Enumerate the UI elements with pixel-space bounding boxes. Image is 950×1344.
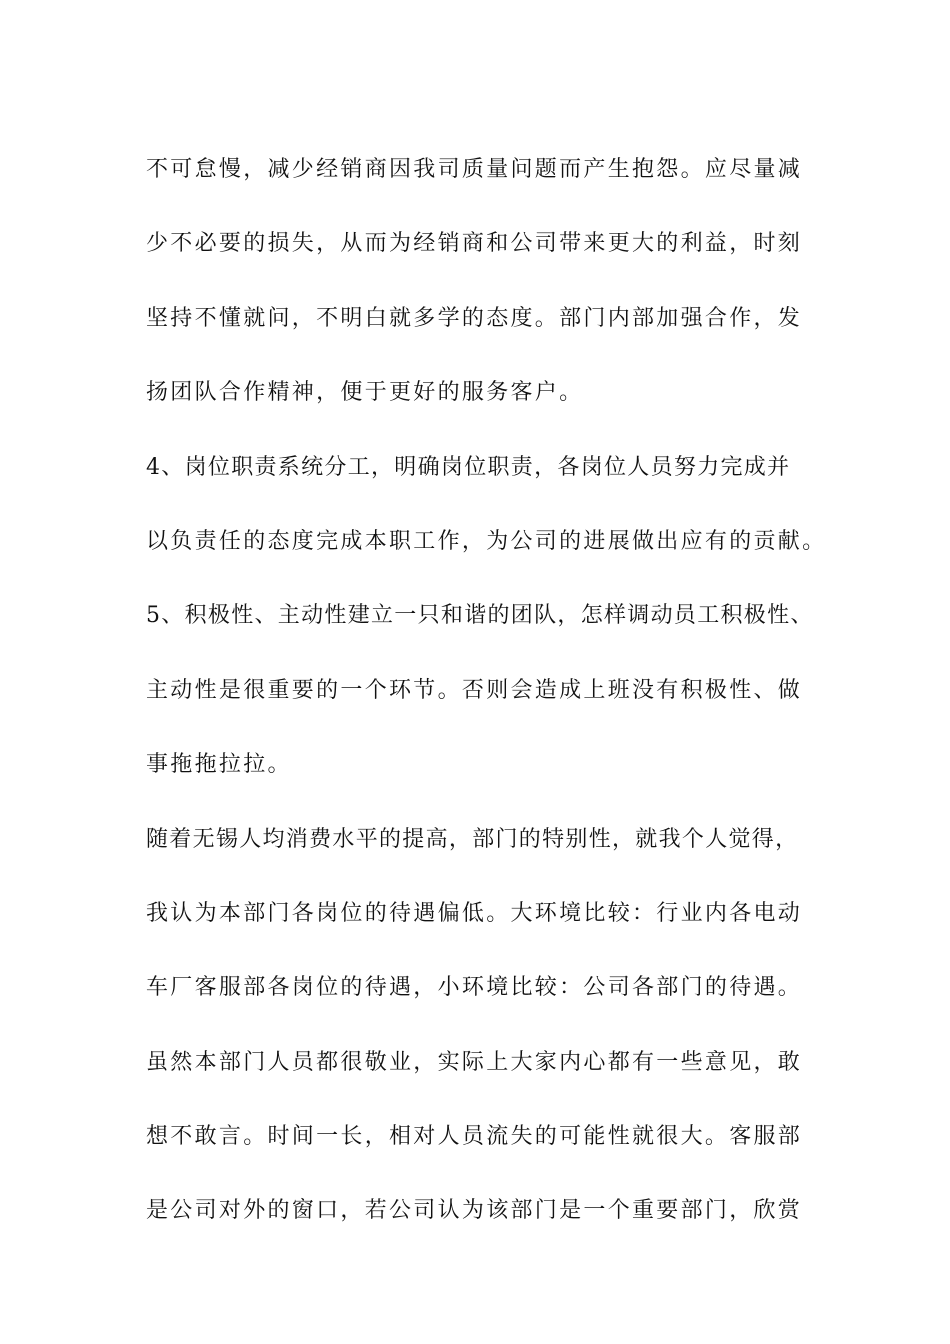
text-line: 是公司对外的窗口，若公司认为该部门是一个重要部门，欣赏 [146, 1198, 803, 1224]
text-line: 扬团队合作精神，便于更好的服务客户。 [146, 380, 584, 406]
text-line: 少不必要的损失，从而为经销商和公司带来更大的利益，时刻 [146, 231, 803, 257]
text-line: 坚持不懂就问，不明白就多学的态度。部门内部加强合作，发 [146, 305, 803, 331]
text-line: 不可怠慢，减少经销商因我司质量问题而产生抱怨。应尽量减 [146, 157, 803, 182]
text-line: 4、岗位职责系统分工，明确岗位职责，各岗位人员努力完成并 [146, 454, 791, 480]
text-line: 想不敢言。时间一长，相对人员流失的可能性就很大。客服部 [146, 1124, 803, 1150]
body-text [146, 133, 836, 1249]
text-line: 车厂客服部各岗位的待遇，小环境比较：公司各部门的待遇。 [146, 975, 803, 1001]
text-line: 我认为本部门各岗位的待遇偏低。大环境比较：行业内各电动 [146, 900, 803, 926]
text-line: 事拖拖拉拉。 [146, 752, 292, 778]
text-line: 以负责任的态度完成本职工作，为公司的进展做出应有的贡献。 [146, 528, 827, 554]
text-line: 5、积极性、主动性建立一只和谐的团队，怎样调动员工积极性、 [146, 603, 814, 629]
text-line: 主动性是很重要的一个环节。否则会造成上班没有积极性、做 [146, 677, 803, 703]
text-line: 虽然本部门人员都很敬业，实际上大家内心都有一些意见，敢 [146, 1049, 803, 1075]
text-line: 随着无锡人均消费水平的提高，部门的特别性，就我个人觉得， [146, 826, 799, 852]
